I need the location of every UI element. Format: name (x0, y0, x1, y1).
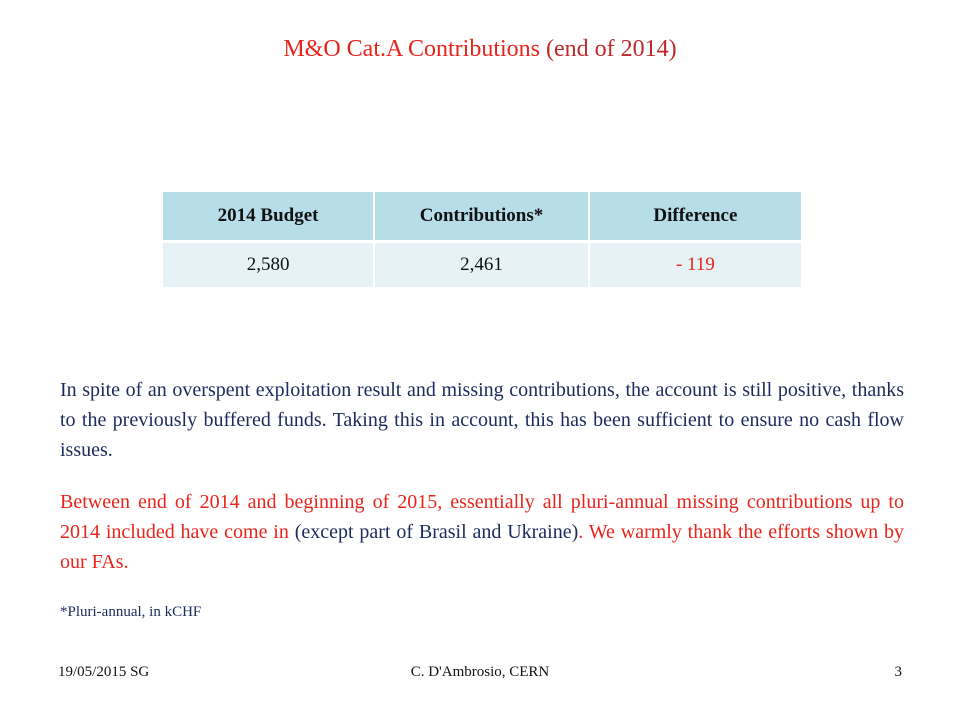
table-row (162, 242, 802, 288)
slide-title-rest: (end of 2014) (540, 36, 677, 62)
contributions-table (161, 192, 803, 287)
header-budget: 2014 Budget (162, 192, 374, 242)
footer-page-number: 3 (894, 664, 902, 680)
header-contributions: Contributions* (374, 192, 589, 242)
paragraph-account-status: In spite of an overspent exploitation result and missing contributions, the account is still positive, thanks to the previously buffered funds. Taking this in account, this has been sufficient to ensure no cash flow issues. (60, 379, 904, 461)
footnote: *Pluri-annual, in kCHF (60, 604, 202, 620)
paragraph-contributions-update (60, 487, 904, 577)
footer-date: 19/05/2015 SG (58, 664, 150, 680)
table-header-row (162, 192, 802, 242)
footer-author: C. D'Ambrosio, CERN (410, 664, 550, 680)
paragraph2-part3: . We warmly thank the efforts shown by our FAs. (60, 521, 904, 573)
cell-contributions: 2,461 (374, 242, 589, 288)
header-difference: Difference (589, 192, 802, 242)
paragraph2-exception: (except part of Brasil and Ukraine) (294, 521, 579, 543)
paragraph2-part1: Between end of 2014 and beginning of 2015, essentially all pluri-annual missing contributions up to 2014 included have come in (60, 491, 904, 543)
cell-budget: 2,580 (162, 242, 374, 288)
slide-title (0, 33, 960, 65)
cell-difference: - 119 (589, 242, 802, 288)
slide-title-highlight: M&O Cat.A Contributions (283, 36, 541, 62)
